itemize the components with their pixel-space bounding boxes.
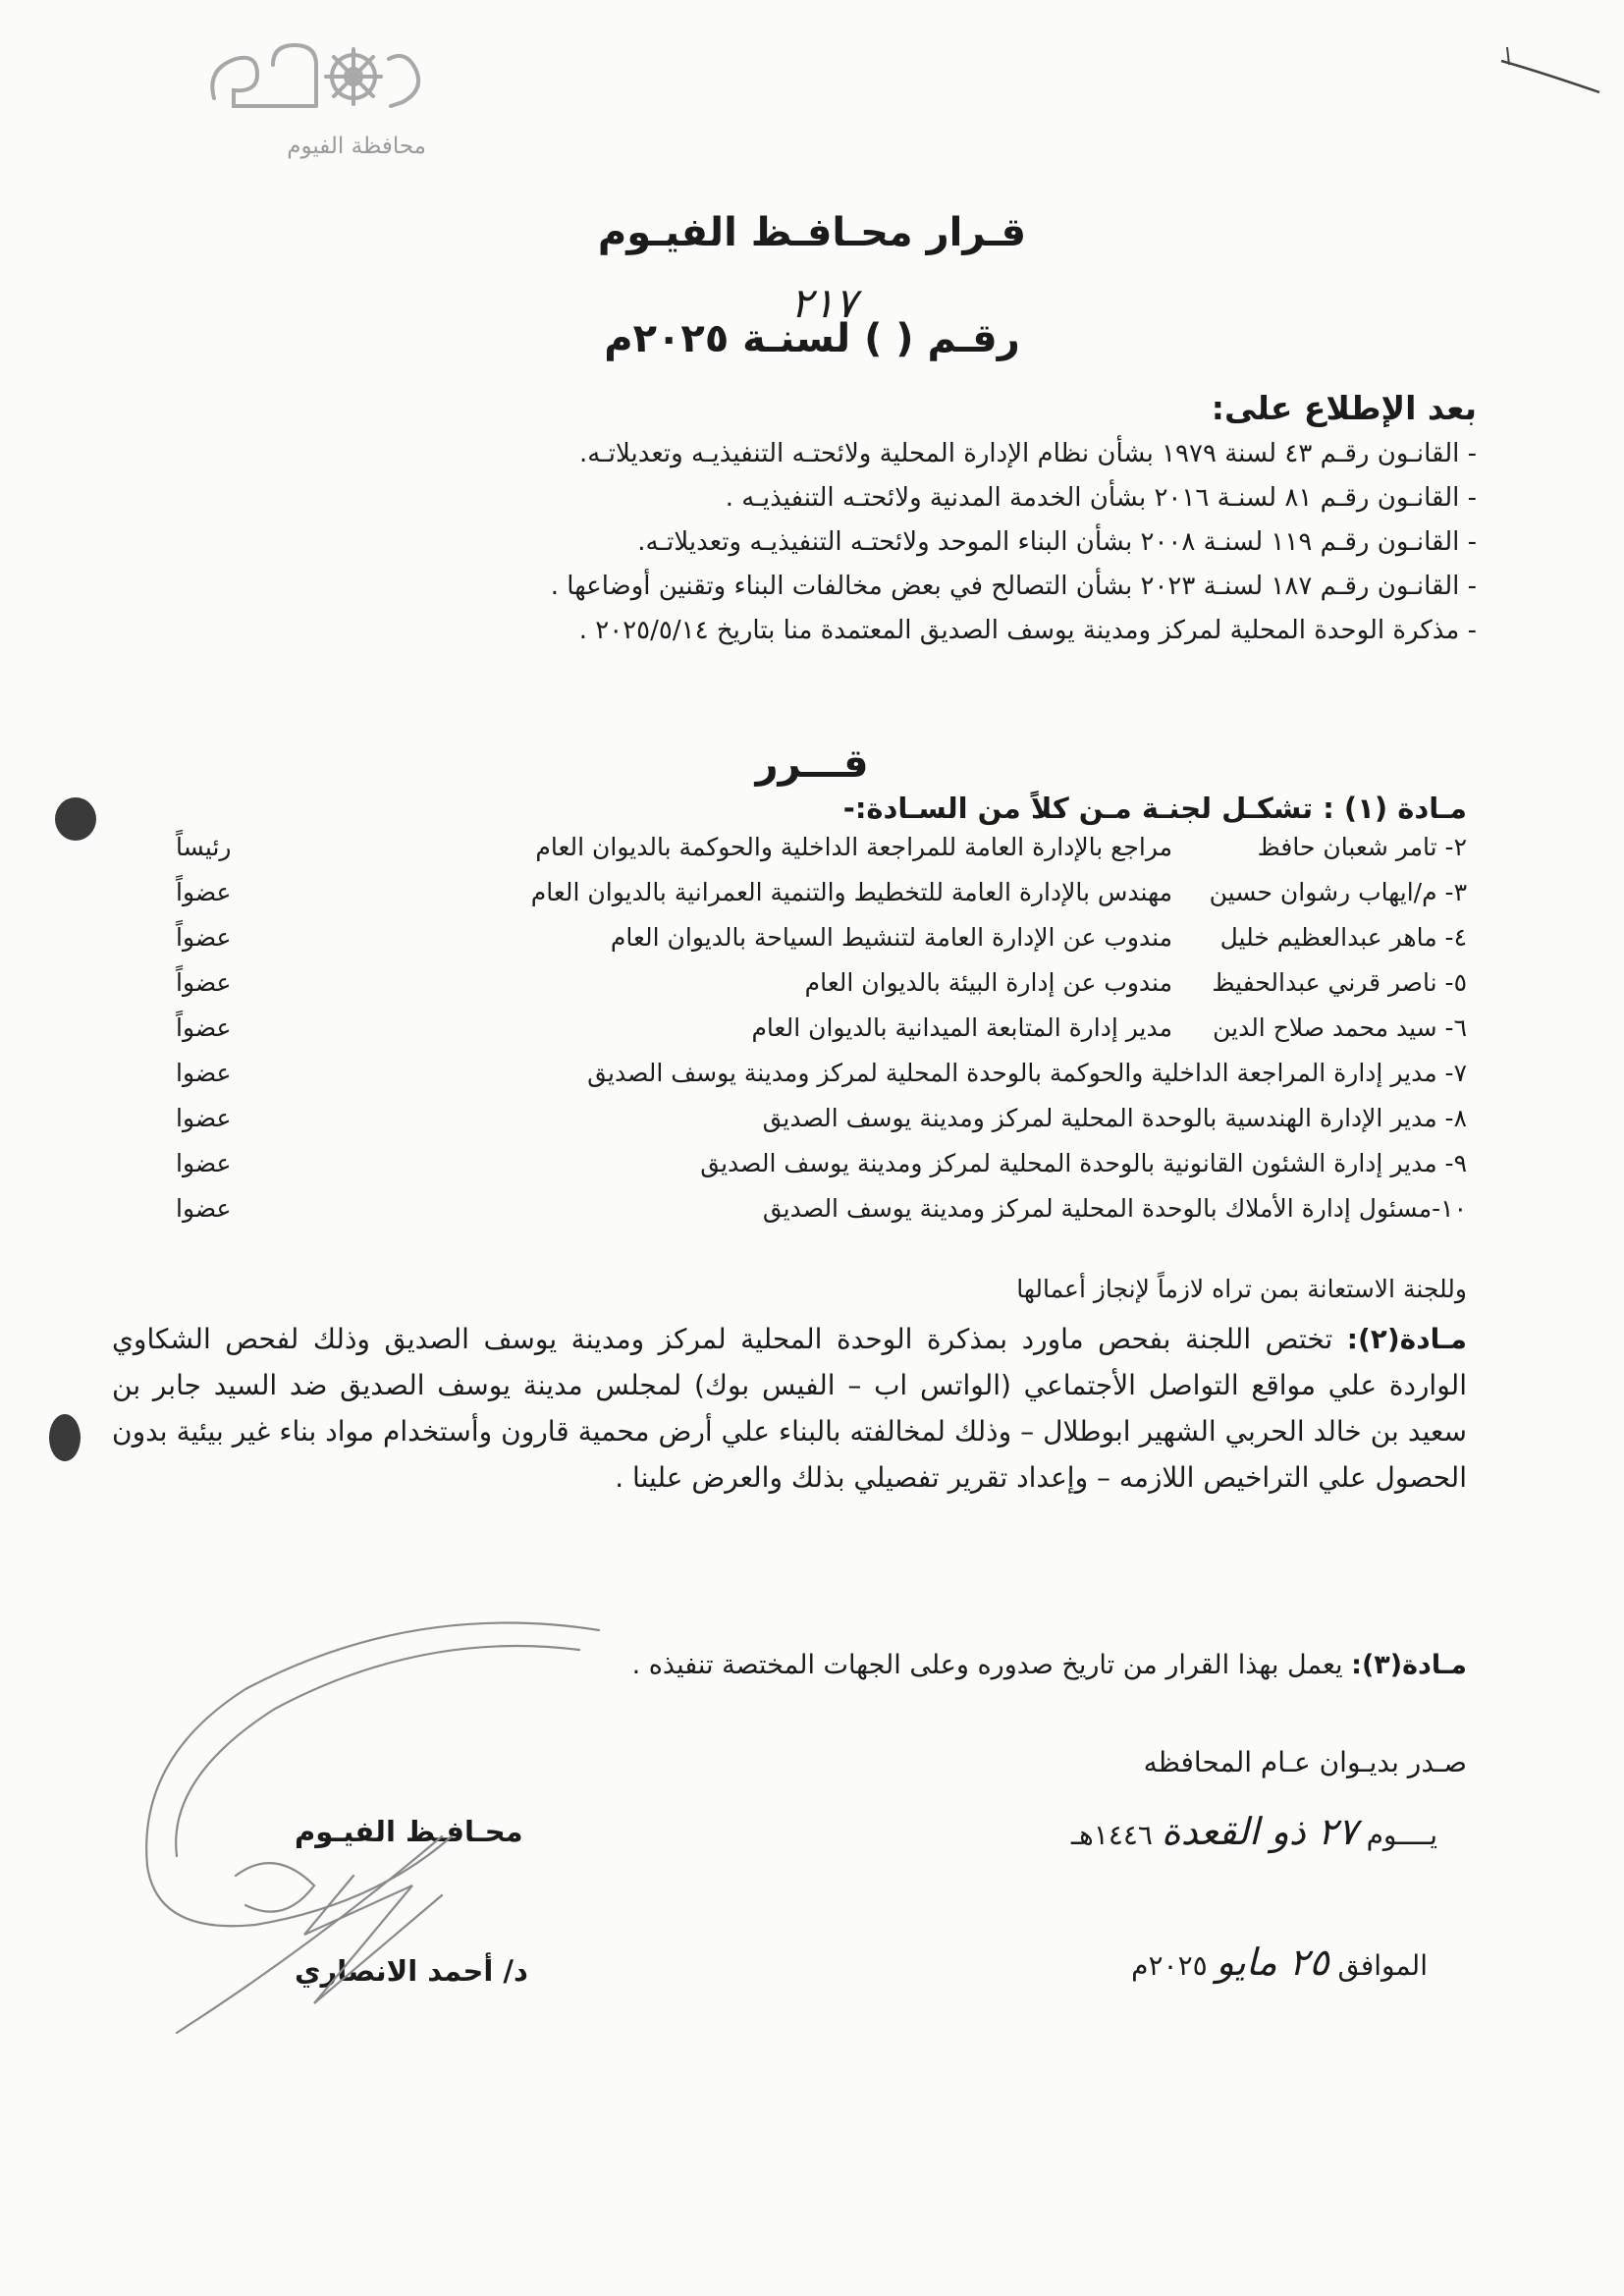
reference-item: - القانـون رقـم ١٨٧ لسنـة ٢٠٢٣ بشأن التصالح في بعض مخالفات البناء وتقنين أوضاعها .	[550, 572, 1477, 601]
article-3-label: مـادة(٣):	[1351, 1650, 1467, 1680]
member-row	[97, 923, 1467, 968]
member-row	[97, 1104, 1467, 1149]
corresponding-prefix: الموافق	[1337, 1949, 1428, 1982]
member-row	[97, 1059, 1467, 1104]
handwritten-decree-number: ٢١٧	[790, 279, 857, 327]
member-role: عضوا	[176, 1059, 232, 1087]
member-row	[97, 968, 1467, 1013]
member-job: مراجع بالإدارة العامة للمراجعة الداخلية والحوكمة بالديوان العام	[535, 833, 1172, 861]
references-list	[122, 432, 1477, 653]
signature-icon	[118, 1611, 609, 2082]
member-role: عضوا	[176, 1194, 232, 1223]
punch-hole	[49, 1414, 81, 1461]
hijri-date-line	[1071, 1810, 1437, 1853]
member-row	[97, 878, 1467, 923]
decree-title: قـرار محـافـظ الفيـوم	[597, 210, 1027, 255]
article-3-text: يعمل بهذا القرار من تاريخ صدوره وعلى الجهات المختصة تنفيذه .	[631, 1650, 1352, 1680]
member-role: عضواً	[176, 878, 232, 906]
member-name: ٩- مدير إدارة الشئون القانونية بالوحدة المحلية لمركز ومدينة يوسف الصديق	[700, 1149, 1467, 1177]
member-role: عضوا	[176, 1149, 232, 1177]
reference-item: - القانـون رقـم ١١٩ لسنـة ٢٠٠٨ بشأن البناء الموحد ولائحتـه التنفيذيـه وتعديلاتـه.	[637, 527, 1477, 557]
article-2	[112, 1316, 1467, 1501]
governorate-logo	[196, 29, 432, 167]
reference-item: - القانـون رقـم ٨١ لسنـة ٢٠١٦ بشأن الخدمة المدنية ولائحتـه التنفيذيـه .	[725, 483, 1477, 513]
decree-number: رقـم ( ) لسنـة ٢٠٢٥م	[604, 316, 1020, 361]
member-job: مندوب عن إدارة البيئة بالديوان العام	[804, 968, 1172, 997]
handwritten-gregorian-day: ٢٥ مايو	[1216, 1941, 1329, 1984]
member-role: عضواً	[176, 968, 232, 997]
governor-name: د/ أحمد الانصاري	[295, 1954, 528, 1988]
member-name: ٨- مدير الإدارة الهندسية بالوحدة المحلية لمركز ومدينة يوسف الصديق	[762, 1104, 1467, 1132]
handwritten-mark-icon	[1497, 39, 1605, 108]
member-row	[97, 1194, 1467, 1239]
article-2-text: تختص اللجنة بفحص ماورد بمذكرة الوحدة المحلية لمركز ومدينة يوسف الصديق وذلك لفحص الشكاوي الواردة علي مواقع التواصل الأجتماعي (الواتس اب – الفيس بوك) لمجلس مدينة يوسف الصديق ضد السيد جابر بن سعيد بن خالد الحربي الشهير ابوطلال – وذلك لمخالفته بالبناء علي أرض محمية قارون وأستخدام مواد بناء غير بيئية بدون الحصول علي التراخيص اللازمه – وإعداد تقرير تفصيلي بذلك والعرض علينا .	[112, 1323, 1467, 1494]
committee-members	[97, 833, 1467, 1239]
member-name: ٥- ناصر قرني عبدالحفيظ	[1212, 968, 1467, 997]
article-1-heading: مـادة (١) : تشكـل لجنـة مـن كلاً من السـادة:-	[842, 792, 1467, 825]
logo-emblem-icon	[196, 29, 432, 137]
article-2-label: مـادة(٢):	[1346, 1323, 1467, 1355]
day-prefix: يــــوم	[1366, 1819, 1437, 1851]
references-heading: بعد الإطلاع على:	[1211, 389, 1477, 427]
member-row	[97, 1013, 1467, 1059]
governor-title: محـافـظ الفيـوم	[295, 1815, 523, 1848]
punch-hole	[55, 797, 96, 841]
reference-item: - مذكرة الوحدة المحلية لمركز ومدينة يوسف الصديق المعتمدة منا بتاريخ ٢٠٢٥/٥/١٤ .	[578, 616, 1477, 645]
member-name: ٧- مدير إدارة المراجعة الداخلية والحوكمة بالوحدة المحلية لمركز ومدينة يوسف الصديق	[587, 1059, 1467, 1087]
member-role: عضواً	[176, 1013, 232, 1042]
hijri-year: ١٤٤٦هـ	[1070, 1819, 1153, 1851]
article-3	[632, 1650, 1467, 1680]
member-job: مدير إدارة المتابعة الميدانية بالديوان العام	[751, 1013, 1172, 1042]
member-role: عضواً	[176, 923, 232, 952]
member-role: رئيساً	[176, 833, 232, 861]
gregorian-date-line	[1131, 1941, 1428, 1984]
issued-at: صـدر بديـوان عـام المحافظه	[1143, 1746, 1467, 1778]
member-job: مهندس بالإدارة العامة للتخطيط والتنمية العمرانية بالديوان العام	[530, 878, 1172, 906]
logo-caption: محافظة الفيوم	[287, 134, 426, 159]
gregorian-year: ٢٠٢٥م	[1131, 1949, 1208, 1982]
member-row	[97, 1149, 1467, 1194]
member-name: ٣- م/ايهاب رشوان حسين	[1209, 878, 1467, 906]
member-job: مندوب عن الإدارة العامة لتنشيط السياحة بالديوان العام	[610, 923, 1172, 952]
member-row	[97, 833, 1467, 878]
member-role: عضوا	[176, 1104, 232, 1132]
committee-assistance-note: وللجنة الاستعانة بمن تراه لازماً لإنجاز أعمالها	[1016, 1275, 1467, 1303]
member-name: ٤- ماهر عبدالعظيم خليل	[1219, 923, 1467, 952]
member-name: ٦- سيد محمد صلاح الدين	[1213, 1013, 1467, 1042]
member-name: ٢- تامر شعبان حافظ	[1257, 833, 1467, 861]
reference-item: - القانـون رقـم ٤٣ لسنة ١٩٧٩ بشأن نظام الإدارة المحلية ولائحتـه التنفيذيـه وتعديلاتـه.	[578, 439, 1477, 468]
handwritten-hijri-day: ٢٧ ذو القعدة	[1161, 1810, 1358, 1853]
decided-heading: قـــرر	[755, 741, 869, 787]
member-name: ١٠-مسئول إدارة الأملاك بالوحدة المحلية لمركز ومدينة يوسف الصديق	[762, 1194, 1467, 1223]
